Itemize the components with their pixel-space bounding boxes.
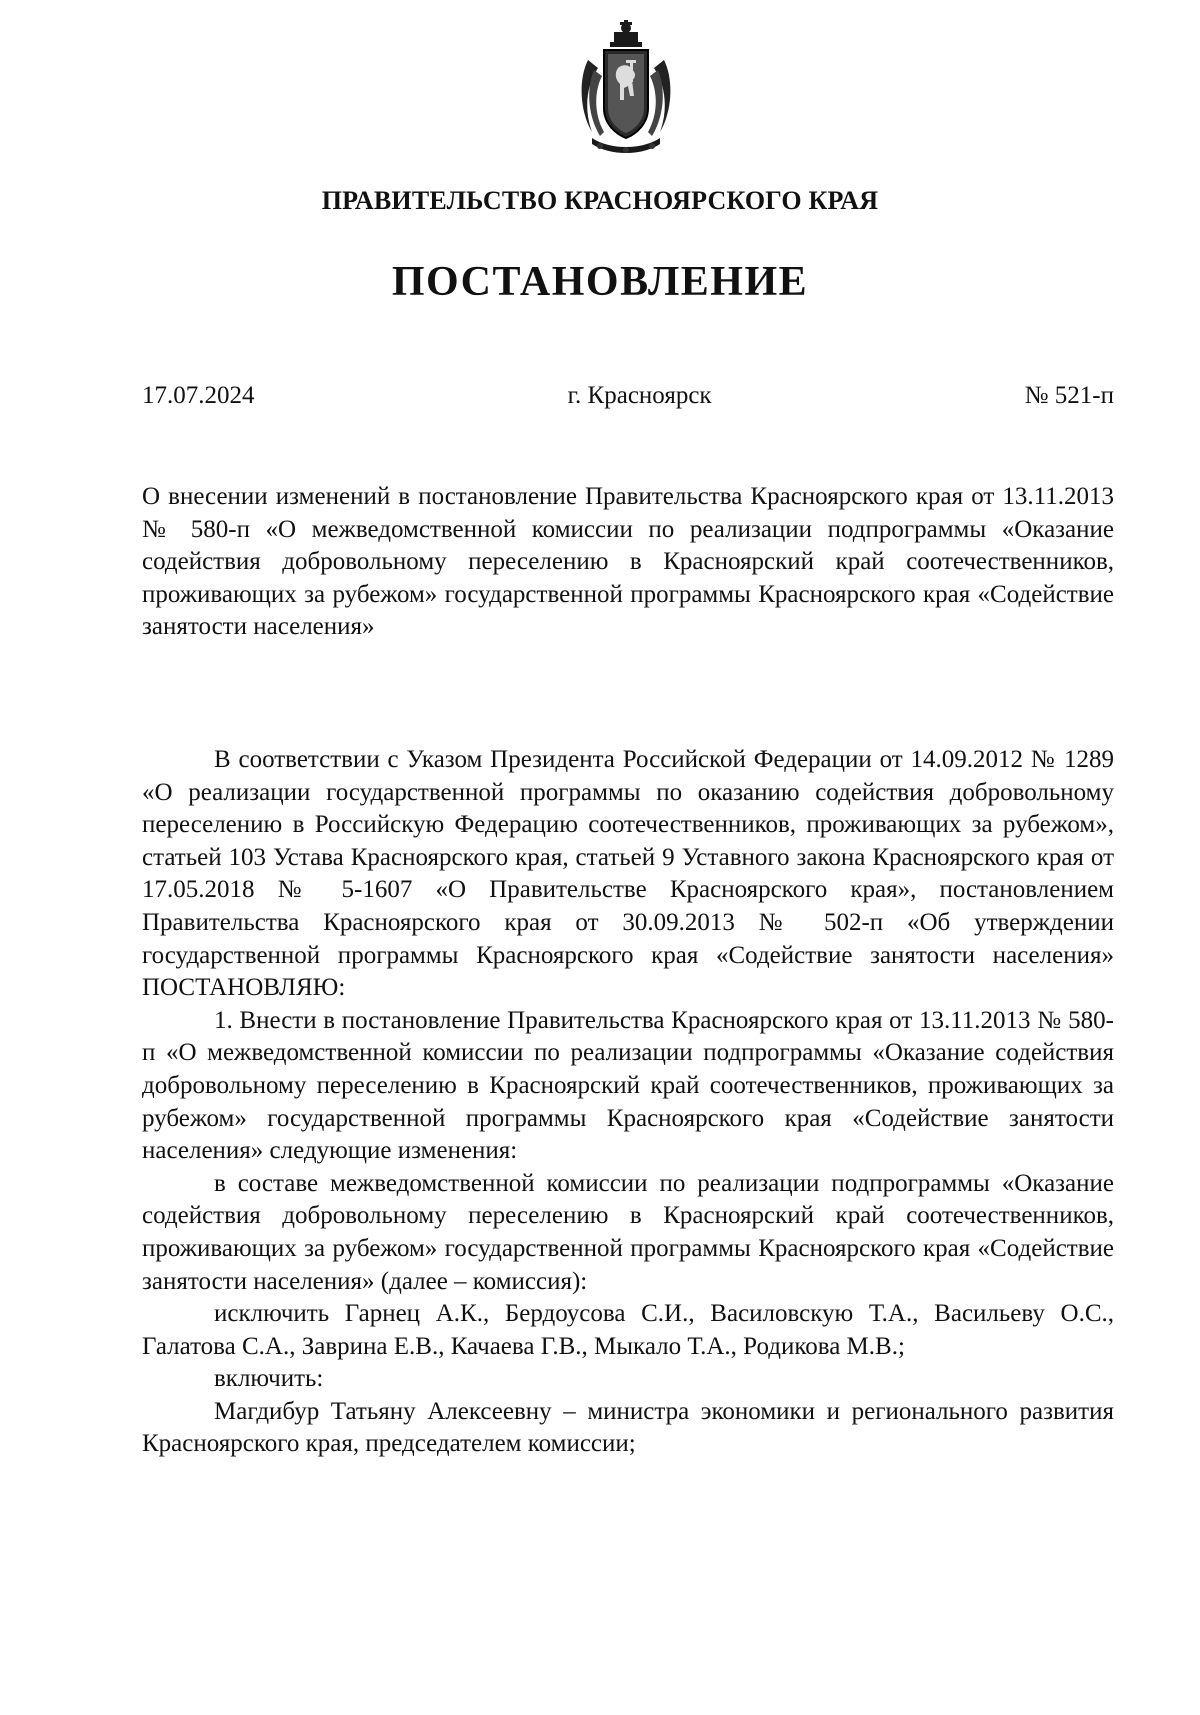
body-paragraph-preamble: В соответствии с Указом Президента Российской Федерации от 14.09.2012 № 1289 «О реализации государственной программы по оказанию содействия добровольному переселению в Российскую Федерацию соотечественников, проживающих за рубежом», статьей 103 Устава Красноярского края, статьей 9 Уставного закона Красноярского края от 17.05.2018 № 5-1607 «О Правительстве Красноярского края», постановлением Правительства Красноярского края от 30.09.2013 № 502-п «Об утверждении государственной программы Красноярского края «Содействие занятости населения» ПОСТАНОВЛЯЮ: — [142, 746, 1114, 1002]
body-paragraph-commission: в составе межведомственной комиссии по реализации подпрограммы «Оказание содействия добровольному переселению в Красноярский край соотечественников, проживающих за рубежом» государственной программы Красноярского края «Содействие занятости населения» (далее – комиссия): — [142, 1169, 1114, 1295]
body-paragraph-member: Магдибур Татьяну Алексеевну – министра экономики и регионального развития Красноярского края, председателем комиссии; — [142, 1397, 1114, 1458]
document-type-title: ПОСТАНОВЛЕНИЕ — [391, 259, 809, 305]
document-place: г. Красноярск — [567, 382, 712, 409]
coat-of-arms-icon — [574, 20, 678, 156]
document-number: № 521-п — [1024, 382, 1114, 409]
body-paragraph-include: включить: — [214, 1365, 324, 1393]
body-paragraph-item-1: 1. Внести в постановление Правительства Красноярского края от 13.11.2013 № 580-п «О межведомственной комиссии по реализации подпрограммы «Оказание содействия добровольному переселению в Красноярский край соотечественников, проживающих за рубежом» государственной программы Красноярского края «Содействие занятости населения» следующие изменения: — [142, 1006, 1114, 1165]
government-title: ПРАВИТЕЛЬСТВО КРАСНОЯРСКОГО КРАЯ — [321, 186, 879, 215]
document-meta-row — [142, 382, 1114, 410]
document-body — [142, 744, 1114, 1461]
document-date: 17.07.2024 — [142, 382, 255, 409]
document-subject: О внесении изменений в постановление Правительства Красноярского края от 13.11.2013 № 580-п «О межведомственной комиссии по реализации подпрограммы «Оказание содействия добровольному переселению в Красноярский край соотечественников, проживающих за рубежом» государственной программы Красноярского края «Содействие занятости населения» — [142, 483, 1114, 641]
body-paragraph-exclude: исключить Гарнец А.К., Бердоусова С.И., Василовскую Т.А., Васильеву О.С., Галатова С.А., Заврина Е.В., Качаева Г.В., Мыкало Т.А., Родикова М.В.; — [142, 1300, 1114, 1360]
